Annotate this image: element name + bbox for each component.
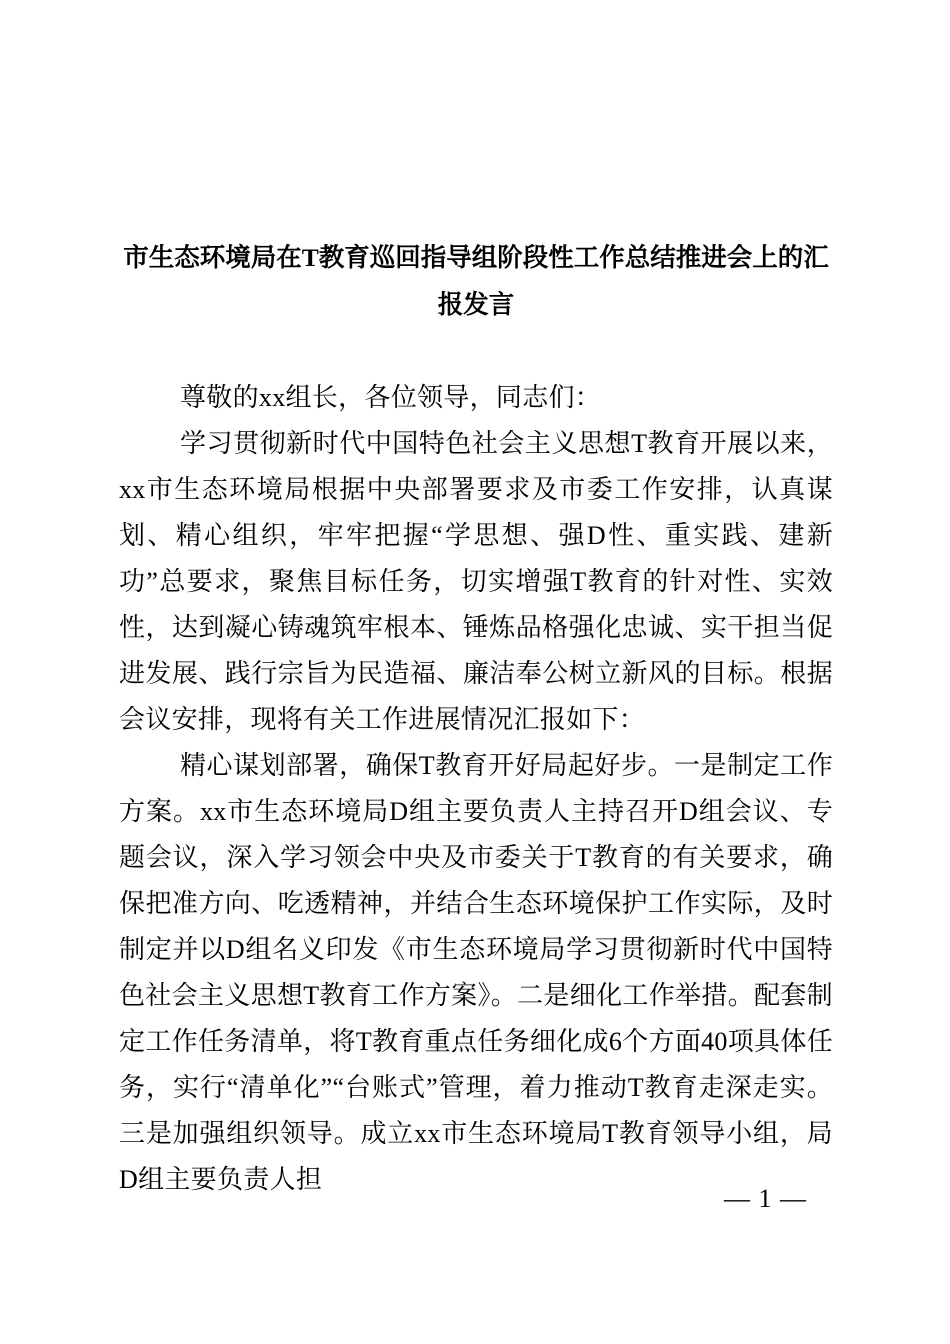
paragraph-work-progress: 精心谋划部署，确保T教育开好局起好步。一是制定工作方案。xx市生态环境局D组主要负责人主持召开D组会议、专题会议，深入学习领会中央及市委关于T教育的有关要求，确保把准方向、吃透精神，并结合生态环境保护工作实际，及时制定并以D组名义印发《市生态环境局学习贯彻新时代中国特色社会主义思想T教育工作方案》。二是细化工作举措。配套制定工作任务清单，将T教育重点任务细化成6个方面40项具体任务，实行“清单化”“台账式”管理，着力推动T教育走深走实。三是加强组织领导。成立xx市生态环境局T教育领导小组，局D组主要负责人担 (119, 751, 833, 1194)
page-number: — 1 — (724, 1184, 807, 1213)
document-title: 市生态环境局在T教育巡回指导组阶段性工作总结推进会上的汇报发言 (123, 243, 829, 319)
paragraph-introduction: 学习贯彻新时代中国特色社会主义思想T教育开展以来，xx市生态环境局根据中央部署要求及市委工作安排，认真谋划、精心组织，牢牢把握“学思想、强D性、重实践、建新功”总要求，聚焦目标任务，切实增强T教育的针对性、实效性，达到凝心铸魂筑牢根本、锤炼品格强化忠诚、实干担当促进发展、践行宗旨为民造福、廉洁奉公树立新风的目标。根据会议安排，现将有关工作进展情况汇报如下： (119, 429, 833, 734)
paragraph-salutation: 尊敬的xx组长，各位领导，同志们： (180, 383, 602, 412)
